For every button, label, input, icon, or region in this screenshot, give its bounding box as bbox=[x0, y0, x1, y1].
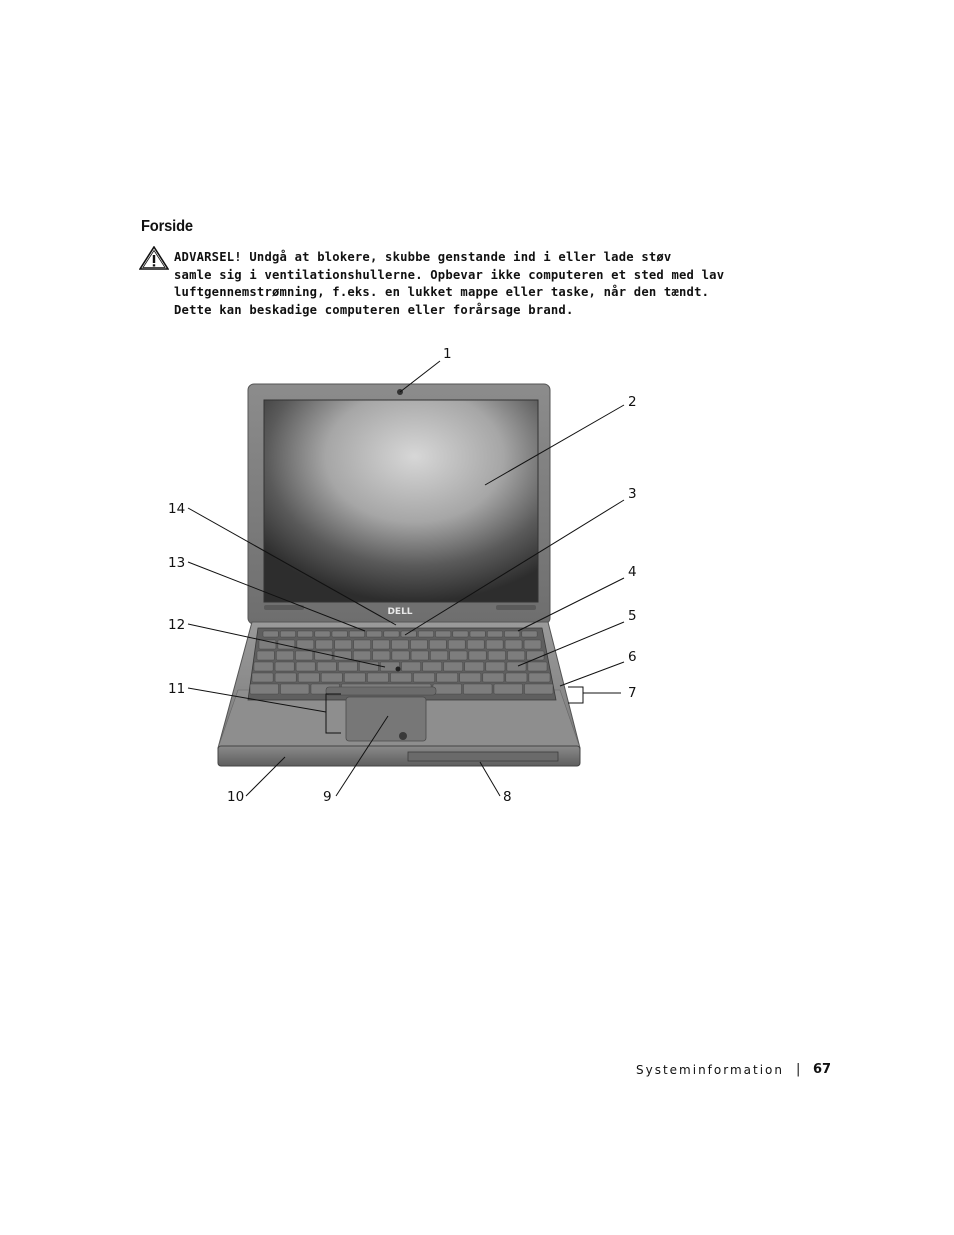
page-number: 67 bbox=[813, 1062, 832, 1077]
callout-1: 1 bbox=[443, 346, 452, 362]
key-cap bbox=[467, 640, 484, 649]
callout-13: 13 bbox=[168, 555, 186, 571]
leader-8 bbox=[480, 762, 500, 796]
callout-14: 14 bbox=[168, 501, 186, 517]
key-cap bbox=[525, 684, 554, 694]
key-cap bbox=[494, 684, 523, 694]
media-bay bbox=[408, 752, 558, 761]
key-cap bbox=[401, 631, 416, 637]
warning-line: Dette kan beskadige computeren eller forårsage brand. bbox=[174, 302, 574, 317]
key-cap bbox=[335, 640, 352, 649]
key-cap bbox=[298, 631, 313, 637]
key-cap bbox=[448, 640, 465, 649]
key-cap bbox=[281, 684, 310, 694]
key-cap bbox=[437, 673, 458, 682]
key-cap bbox=[338, 662, 357, 671]
key-cap bbox=[275, 673, 296, 682]
key-cap bbox=[506, 673, 527, 682]
key-cap bbox=[317, 662, 336, 671]
key-cap bbox=[465, 662, 484, 671]
key-cap bbox=[373, 640, 390, 649]
key-cap bbox=[344, 673, 365, 682]
key-cap bbox=[508, 651, 525, 660]
key-cap bbox=[297, 640, 314, 649]
key-cap bbox=[505, 631, 520, 637]
key-cap bbox=[263, 631, 278, 637]
key-cap bbox=[450, 651, 467, 660]
callout-12: 12 bbox=[168, 617, 186, 633]
key-cap bbox=[367, 631, 382, 637]
key-cap bbox=[429, 640, 446, 649]
key-cap bbox=[411, 651, 428, 660]
warning-line: ADVARSEL! Undgå at blokere, skubbe genstande ind i eller lade støv bbox=[174, 250, 672, 264]
key-cap bbox=[528, 662, 547, 671]
key-cap bbox=[254, 662, 273, 671]
key-cap bbox=[464, 684, 493, 694]
leader-6 bbox=[560, 662, 624, 686]
callout-2: 2 bbox=[628, 394, 637, 410]
key-cap bbox=[433, 684, 462, 694]
key-cap bbox=[392, 640, 409, 649]
key-cap bbox=[391, 673, 412, 682]
leader-7-bracket bbox=[568, 687, 583, 703]
touchpad-buttons bbox=[326, 687, 436, 695]
key-cap bbox=[332, 631, 347, 637]
speaker-right bbox=[496, 605, 536, 610]
callout-10: 10 bbox=[227, 789, 245, 805]
track-stick bbox=[396, 667, 401, 672]
key-cap bbox=[460, 673, 481, 682]
key-cap bbox=[353, 651, 370, 660]
key-cap bbox=[252, 673, 273, 682]
key-cap bbox=[402, 662, 421, 671]
key-cap bbox=[367, 673, 388, 682]
key-cap bbox=[486, 640, 503, 649]
key-cap bbox=[486, 662, 505, 671]
key-cap bbox=[257, 651, 274, 660]
key-cap bbox=[524, 640, 541, 649]
key-cap bbox=[354, 640, 371, 649]
key-cap bbox=[522, 631, 537, 637]
key-cap bbox=[436, 631, 451, 637]
callout-3: 3 bbox=[628, 486, 637, 502]
callout-11: 11 bbox=[168, 681, 186, 697]
key-cap bbox=[280, 631, 295, 637]
key-cap bbox=[296, 662, 315, 671]
section-heading: Forside bbox=[141, 218, 193, 235]
key-cap bbox=[298, 673, 319, 682]
key-cap bbox=[373, 651, 390, 660]
key-cap bbox=[316, 640, 333, 649]
key-cap bbox=[315, 631, 330, 637]
display-latch-front bbox=[399, 732, 407, 740]
callout-8: 8 bbox=[503, 789, 512, 805]
key-cap bbox=[483, 673, 504, 682]
speaker-left bbox=[264, 605, 304, 610]
key-cap bbox=[418, 631, 433, 637]
key-cap bbox=[392, 651, 409, 660]
key-cap bbox=[384, 631, 399, 637]
key-cap bbox=[529, 673, 550, 682]
footer-section-title: Systeminformation bbox=[635, 1063, 784, 1077]
display-screen bbox=[264, 400, 538, 602]
callout-7: 7 bbox=[628, 685, 637, 701]
key-cap bbox=[276, 651, 293, 660]
key-cap bbox=[349, 631, 364, 637]
key-cap bbox=[250, 684, 279, 694]
key-cap bbox=[296, 651, 313, 660]
key-cap bbox=[505, 640, 522, 649]
key-cap bbox=[414, 673, 435, 682]
dell-logo: DELL bbox=[387, 607, 413, 617]
callout-4: 4 bbox=[628, 564, 637, 580]
warning-line: samle sig i ventilationshullerne. Opbevar ikke computeren et sted med lav bbox=[174, 267, 725, 282]
key-cap bbox=[275, 662, 294, 671]
key-cap bbox=[470, 631, 485, 637]
key-cap bbox=[487, 631, 502, 637]
key-cap bbox=[469, 651, 486, 660]
key-cap bbox=[411, 640, 428, 649]
key-cap bbox=[321, 673, 342, 682]
callout-5: 5 bbox=[628, 608, 637, 624]
key-cap bbox=[488, 651, 505, 660]
callout-6: 6 bbox=[628, 649, 637, 665]
key-cap bbox=[444, 662, 463, 671]
callout-9: 9 bbox=[323, 789, 332, 805]
key-cap bbox=[430, 651, 447, 660]
warning-line: luftgennemstrømning, f.eks. en lukket mappe eller taske, når den tændt. bbox=[174, 285, 710, 299]
footer-separator: | bbox=[796, 1062, 801, 1077]
key-cap bbox=[453, 631, 468, 637]
key-cap bbox=[423, 662, 442, 671]
